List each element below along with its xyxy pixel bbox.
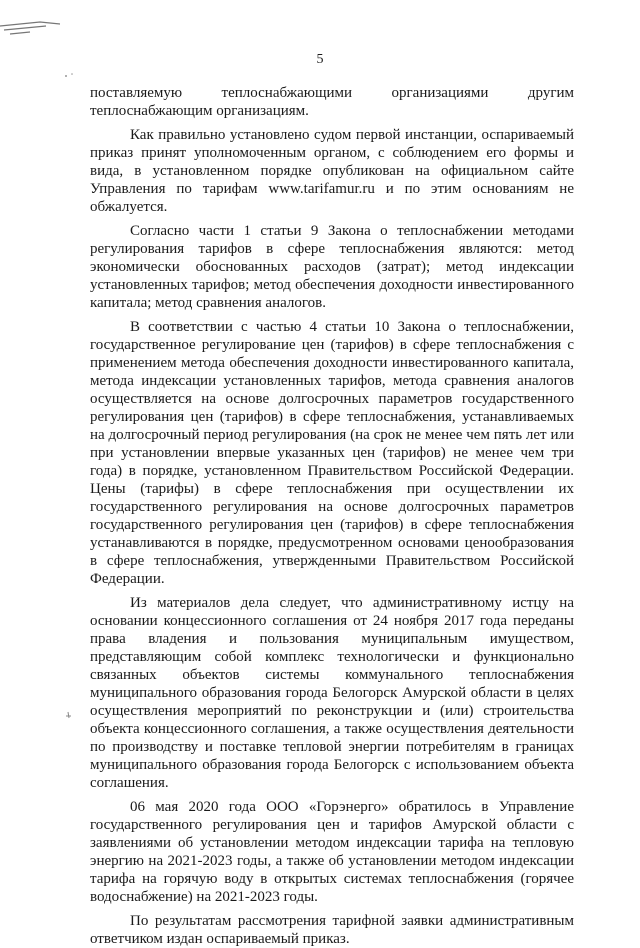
paragraph: поставляемую теплоснабжающими организациями другим теплоснабжающим организациям. bbox=[90, 85, 574, 119]
paragraph: 06 мая 2020 года ООО «Горэнерго» обратилось в Управление государственного регулирования цен и тарифов Амурской области с заявлениями об установлении методом индексации тарифа на тепловую энергию на 2021-2023 годы, а также об установлении методом индексации тарифа на горячую воду в открытых системах теплоснабжения (горячее водоснабжение) на 2021-2023 годы. bbox=[90, 799, 574, 905]
scan-artifact-mark bbox=[62, 710, 76, 722]
scan-artifact-mark bbox=[62, 70, 76, 82]
paragraph: По результатам рассмотрения тарифной заявки административным ответчиком издан оспариваемый приказ. bbox=[90, 913, 574, 947]
paragraph: Как правильно установлено судом первой инстанции, оспариваемый приказ принят уполномоченным органом, с соблюдением его формы и вида, в установленном порядке опубликован на официальном сайте Управления по тарифам www.tarifamur.ru и по этим основаниям не обжалуется. bbox=[90, 127, 574, 215]
page-number: 5 bbox=[316, 52, 324, 67]
scan-artifact-corner bbox=[0, 20, 80, 40]
paragraph: Согласно части 1 статьи 9 Закона о теплоснабжении методами регулирования тарифов в сфере теплоснабжения являются: метод экономически обоснованных расходов (затрат); метод индексации установленных тарифов; метод обеспечения доходности инвестированного капитала; метод сравнения аналогов. bbox=[90, 223, 574, 311]
paragraph: Из материалов дела следует, что административному истцу на основании концессионного соглашения от 24 ноября 2017 года переданы права владения и пользования муниципальным имуществом, представляющим собой комплекс технологически и функционально связанных объектов системы коммунального теплоснабжения муниципального образования города Белогорск Амурской области в целях осуществления мероприятий по реконструкции и (или) строительства объекта концессионного соглашения, а также осуществления деятельности по производству и поставке тепловой энергии потребителям в границах муниципального образования города Белогорск с использованием объекта соглашения. bbox=[90, 595, 574, 791]
paragraph: В соответствии с частью 4 статьи 10 Закона о теплоснабжении, государственное регулирование цен (тарифов) в сфере теплоснабжения с применением метода обеспечения доходности инвестированного капитала, метода индексации установленных тарифов, метода сравнения аналогов осуществляется на основе долгосрочных параметров государственного регулирования цен (тарифов) в сфере теплоснабжения, устанавливаемых на долгосрочный период регулирования (на срок не менее чем пять лет или при установлении впервые указанных цен (тарифов) не менее чем три года) в порядке, установленном Правительством Российской Федерации. Цены (тарифы) в сфере теплоснабжения при осуществлении их государственного регулирования на основе долгосрочных параметров государственного регулирования цен (тарифов) в сфере теплоснабжения устанавливаются в порядке, предусмотренном основами ценообразования в сфере теплоснабжения, утвержденными Правительством Российской Федерации. bbox=[90, 319, 574, 587]
document-body bbox=[90, 84, 574, 948]
